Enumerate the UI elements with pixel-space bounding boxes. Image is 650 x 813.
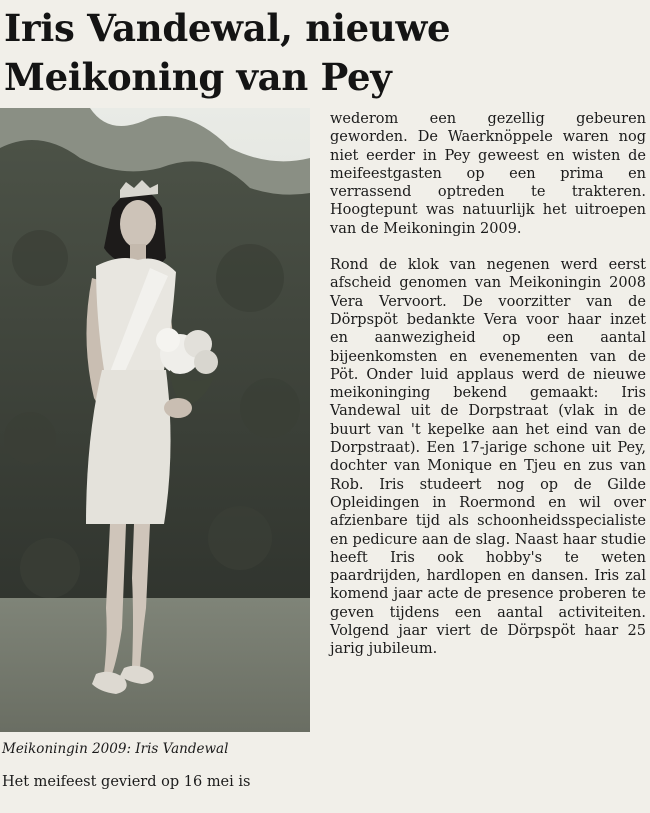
article-text-left: Het meifeest gevierd op 16 mei is — [2, 774, 251, 790]
photo-caption: Meikoningin 2009: Iris Vandewal — [2, 741, 229, 757]
article-paragraph: Rond de klok van negenen werd eerst afscheid genomen van Meikoningin 2008 Vera Vervoort. De voorzitter van de Dörpspöt bedankte Vera voor haar inzet en aanwezigheid op een aantal bijeenkomsten en evenementen van de Pöt. Onder luid applaus werd de nieuwe meikoninging bekend gemaakt: Iris Vandewal uit de Dorpstraat (vlak in de buurt van 't kepelke aan het eind van de Dorpstraat). Een 17-jarige schone uit Pey, dochter van Monique en Tjeu en zus van Rob. Iris studeert nog op de Gilde Opleidingen in Roermond en wil over afzienbare tijd als schoonheidsspecialiste en pedicure aan de slag. Naast haar studie heeft Iris ook hobby's te weten paardrijden, hardlopen en dansen. Iris zal komend jaar acte de presence proberen te geven tijdens een aantal activiteiten. Volgend jaar viert de Dörpspöt haar 25 jarig jubileum. — [330, 257, 646, 658]
headline: Iris Vandewal, nieuwe Meikoning van Pey — [4, 6, 451, 99]
article-paragraph: wederom een gezellig gebeuren geworden. De Waerknöppele waren nog niet eerder in Pey geweest en wisten de meifeestgasten op een prima en verrassend optreden te trakteren. Hoogtepunt was natuurlijk het uitroepen van de Meikoningin 2009. — [330, 111, 646, 237]
article-column-right — [330, 110, 646, 659]
photo-woman-with-flowers-icon — [0, 108, 310, 732]
